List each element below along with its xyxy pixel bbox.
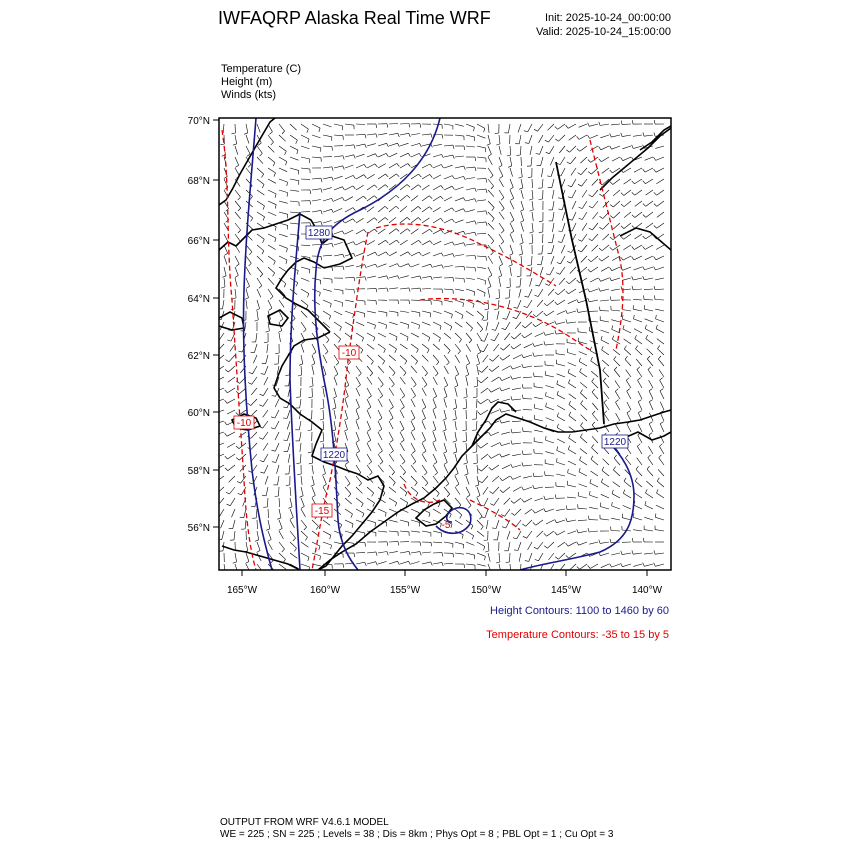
temp-label-neg10-west: -10 bbox=[236, 418, 252, 429]
wind-barb-flag bbox=[259, 571, 262, 574]
wind-barb-flag bbox=[272, 570, 274, 573]
lat-label-70: 70°N bbox=[187, 116, 210, 127]
lon-label-150: 150°W bbox=[470, 585, 502, 596]
lat-label-68: 68°N bbox=[187, 176, 210, 187]
lon-label-165: 165°W bbox=[226, 585, 258, 596]
wind-barb-flag bbox=[214, 466, 217, 469]
lon-label-140: 140°W bbox=[631, 585, 663, 596]
temp-label-neg5: -5 bbox=[441, 520, 451, 531]
lon-label-160: 160°W bbox=[309, 585, 341, 596]
lat-label-66: 66°N bbox=[187, 236, 210, 247]
wind-barb-flag bbox=[214, 399, 216, 402]
temp-label-neg15: -15 bbox=[314, 506, 330, 517]
wind-barb-flag bbox=[214, 431, 216, 435]
height-label-1220-gulf: 1220 bbox=[603, 437, 627, 448]
lat-label-64: 64°N bbox=[187, 294, 210, 305]
wind-barb-flag bbox=[214, 443, 216, 446]
lon-label-145: 145°W bbox=[550, 585, 582, 596]
wind-barb-flag bbox=[234, 573, 238, 575]
temp-label-neg10-interior: -10 bbox=[341, 348, 357, 359]
init-time: Init: 2025-10-24_00:00:00 bbox=[545, 12, 671, 24]
lat-label-62: 62°N bbox=[187, 351, 210, 362]
latitude-ticks bbox=[213, 120, 219, 527]
height-label-1220-west: 1220 bbox=[322, 450, 346, 461]
wind-barb-flag bbox=[497, 573, 501, 575]
wind-barb-flag bbox=[214, 378, 216, 381]
wind-barb-flag bbox=[215, 503, 219, 505]
model-info-line-2: WE = 225 ; SN = 225 ; Levels = 38 ; Dis = 8km ; Phys Opt = 8 ; PBL Opt = 1 ; Cu Opt = 3 bbox=[220, 829, 614, 840]
wind-barb-flag bbox=[214, 368, 217, 371]
field-label-temperature: Temperature (C) bbox=[221, 63, 302, 75]
wind-barb-flag bbox=[214, 479, 217, 482]
model-info-line-1: OUTPUT FROM WRF V4.6.1 MODEL bbox=[220, 817, 389, 828]
height-contour-note: Height Contours: 1100 to 1460 by 60 bbox=[490, 605, 669, 617]
lat-label-60: 60°N bbox=[187, 408, 210, 419]
wind-barb-flag bbox=[488, 572, 491, 574]
temperature-contour-note: Temperature Contours: -35 to 15 by 5 bbox=[486, 629, 669, 641]
plot-title: IWFAQRP Alaska Real Time WRF bbox=[218, 8, 491, 28]
lon-label-155: 155°W bbox=[389, 585, 421, 596]
longitude-ticks bbox=[242, 570, 647, 576]
lat-label-58: 58°N bbox=[187, 466, 210, 477]
height-label-1280: 1280 bbox=[307, 228, 331, 239]
wind-barb-flag bbox=[222, 573, 226, 574]
field-label-height: Height (m) bbox=[221, 76, 273, 88]
wind-barb-flag bbox=[215, 348, 218, 350]
valid-time: Valid: 2025-10-24_15:00:00 bbox=[536, 26, 671, 38]
field-label-winds: Winds (kts) bbox=[221, 89, 276, 101]
lat-label-56: 56°N bbox=[187, 523, 210, 534]
